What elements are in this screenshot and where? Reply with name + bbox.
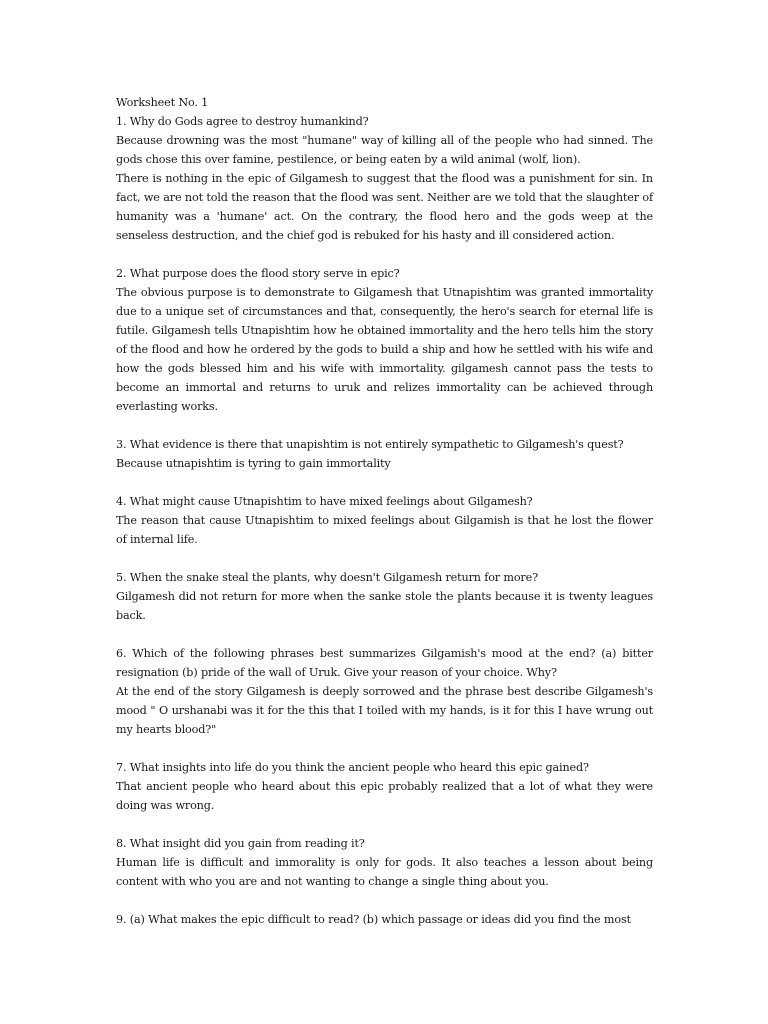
answer-8: Human life is difficult and immorality is only for gods. It also teaches a lesson about being content with who you are and not wanting to change a single thing about you. bbox=[116, 856, 653, 888]
section-gap bbox=[116, 739, 653, 758]
answer-5: Gilgamesh did not return for more when the sanke stole the plants because it is twenty leagues back. bbox=[116, 590, 653, 622]
question-7: 7. What insights into life do you think the ancient people who heard this epic gained? bbox=[116, 761, 589, 774]
answer-6: At the end of the story Gilgamesh is deeply sorrowed and the phrase best describe Gilgamesh's mood " O urshanabi was it for the this that I toiled with my hands, is it for this I have wrung out my hearts blood?" bbox=[116, 685, 653, 736]
question-2: 2. What purpose does the flood story serve in epic? bbox=[116, 267, 400, 280]
section-gap bbox=[116, 473, 653, 492]
answer-3: Because utnapishtim is tyring to gain immortality bbox=[116, 457, 391, 470]
question-8: 8. What insight did you gain from reading it? bbox=[116, 837, 365, 850]
section-gap bbox=[116, 416, 653, 435]
answer-1-paragraph-1: Because drowning was the most "humane" way of killing all of the people who had sinned. The gods chose this over famine, pestilence, or being eaten by a wild animal (wolf, lion). bbox=[116, 134, 653, 166]
question-6: 6. Which of the following phrases best summarizes Gilgamish's mood at the end? (a) bitter resignation (b) pride of the wall of Uruk. Give your reason of your choice. Why? bbox=[116, 647, 653, 679]
section-gap bbox=[116, 815, 653, 834]
question-5: 5. When the snake steal the plants, why doesn't Gilgamesh return for more? bbox=[116, 571, 538, 584]
section-gap bbox=[116, 625, 653, 644]
section-gap bbox=[116, 549, 653, 568]
section-gap bbox=[116, 891, 653, 910]
answer-1-paragraph-2: There is nothing in the epic of Gilgamesh to suggest that the flood was a punishment for sin. In fact, we are not told the reason that the flood was sent. Neither are we told that the slaughter of humanity was a 'humane' act. On the contrary, the flood hero and the gods weep at the senseless destruction, and the chief god is rebuked for his hasty and ill considered action. bbox=[116, 172, 653, 242]
question-1: 1. Why do Gods agree to destroy humankind? bbox=[116, 115, 369, 128]
question-9: 9. (a) What makes the epic difficult to read? (b) which passage or ideas did you find the most bbox=[116, 913, 631, 926]
worksheet-body bbox=[116, 93, 653, 929]
answer-4: The reason that cause Utnapishtim to mixed feelings about Gilgamish is that he lost the flower of internal life. bbox=[116, 514, 653, 546]
answer-7: That ancient people who heard about this epic probably realized that a lot of what they were doing was wrong. bbox=[116, 780, 653, 812]
question-3: 3. What evidence is there that unapishtim is not entirely sympathetic to Gilgamesh's quest? bbox=[116, 438, 624, 451]
worksheet-title: Worksheet No. 1 bbox=[116, 96, 209, 109]
answer-2: The obvious purpose is to demonstrate to Gilgamesh that Utnapishtim was granted immortality due to a unique set of circumstances and that, consequently, the hero's search for eternal life is futile. Gilgamesh tells Utnapishtim how he obtained immortality and the hero tells him the story of the flood and how he ordered by the gods to build a ship and how he settled with his wife and how the gods blessed him and his wife with immortality. gilgamesh cannot pass the tests to become an immortal and returns to uruk and relizes immortality can be achieved through everlasting works. bbox=[116, 286, 653, 413]
question-4: 4. What might cause Utnapishtim to have mixed feelings about Gilgamesh? bbox=[116, 495, 533, 508]
section-gap bbox=[116, 245, 653, 264]
